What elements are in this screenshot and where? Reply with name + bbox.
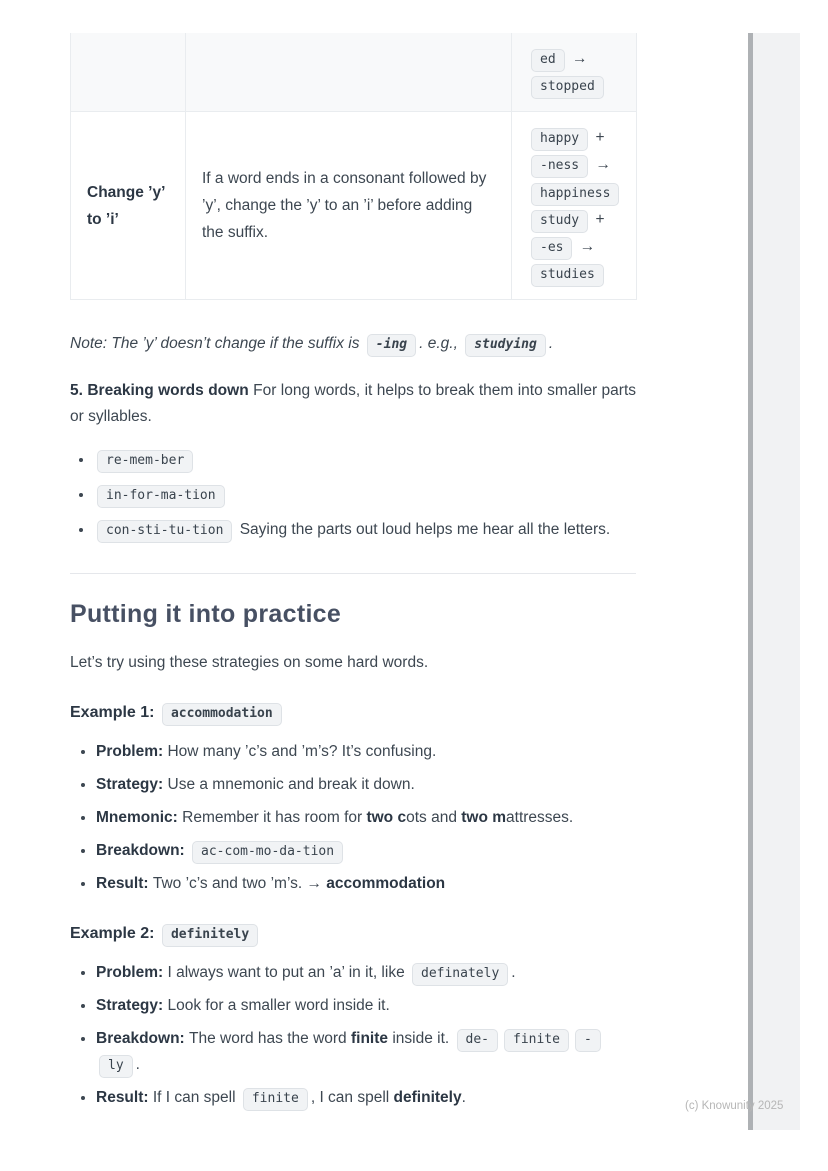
table-cell-examples: happy + -ness → happiness study + -es → studies	[512, 112, 637, 300]
code-chip: -ness	[531, 155, 588, 178]
example-1-heading	[70, 700, 636, 726]
footer-credit: (c) Knowunity 2025	[685, 1100, 784, 1112]
list-item	[94, 447, 636, 473]
bold-text: definitely	[393, 1089, 462, 1106]
code-chip: study	[531, 210, 588, 233]
bold-text: Strategy:	[96, 776, 168, 793]
list-item: • Problem: How many ’c’s and ’m’s? It’s confusing.	[96, 739, 636, 765]
spelling-rules-table	[70, 33, 637, 300]
scrollbar-thumb[interactable]	[748, 33, 753, 1130]
code-chip: definitely	[162, 924, 258, 947]
table-row	[71, 33, 637, 112]
list-item: • Strategy: Look for a smaller word inside it.	[96, 993, 636, 1019]
code-chip: de-	[457, 1029, 498, 1052]
code-chip: accommodation	[162, 703, 282, 726]
list-item	[96, 838, 636, 864]
code-chip: -ing	[367, 334, 416, 357]
code-chip: ac-com-mo-da-tion	[192, 841, 343, 864]
intro-paragraph: Let’s try using these strategies on some hard words.	[70, 654, 429, 671]
list-item	[94, 482, 636, 508]
list-item: • Problem: I always want to put an ’a’ in it, like definately .	[96, 960, 636, 986]
list-item: • Mnemonic: Remember it has room for two cots and two mattresses.	[96, 805, 636, 831]
bold-text: Breakdown:	[96, 1030, 190, 1047]
section-divider	[70, 573, 636, 574]
document-content	[70, 0, 636, 1118]
code-chip: studies	[531, 264, 604, 287]
table-cell-examples: ed → stopped	[512, 33, 637, 112]
code-chip: finite	[243, 1088, 308, 1111]
bold-text: two m	[461, 809, 507, 826]
bold-text: Breakdown:	[96, 842, 190, 859]
code-chip: -	[575, 1029, 601, 1052]
bold-text: accommodation	[326, 875, 446, 892]
bold-text: Strategy:	[96, 997, 168, 1014]
table-row	[71, 112, 637, 300]
example-2-label: Example 2:	[70, 925, 155, 942]
code-chip: finite	[504, 1029, 569, 1052]
breaking-words-paragraph: 5. Breaking words down For long words, it helps to break them into smaller parts or syllables.	[70, 382, 637, 425]
syllable-list	[70, 447, 636, 543]
bold-text: Problem:	[96, 743, 168, 760]
bold-text: two c	[366, 809, 407, 826]
code-chip: -es	[531, 237, 572, 260]
list-item: • Strategy: Use a mnemonic and break it down.	[96, 772, 636, 798]
list-item: • con-sti-tu-tion Saying the parts out loud helps me hear all the letters.	[94, 517, 636, 543]
code-chip: ed	[531, 49, 565, 72]
example-2-heading	[70, 921, 636, 947]
scrollbar-track[interactable]	[753, 33, 800, 1130]
bold-text: Problem:	[96, 964, 168, 981]
code-chip: stopped	[531, 76, 604, 99]
table-cell-description: If a word ends in a consonant followed by ’y’, change the ’y’ to an ’i’ before adding the suffix.	[186, 112, 512, 300]
code-chip: happy	[531, 128, 588, 151]
table-cell-rule	[71, 33, 186, 112]
code-chip: studying	[465, 334, 546, 357]
bold-text: 5. Breaking words down	[70, 382, 249, 399]
bold-text: Result:	[96, 875, 153, 892]
code-chip: definately	[412, 963, 508, 986]
example-2-list	[70, 960, 636, 1111]
example-1-list	[70, 739, 636, 897]
table-cell-rule: Change ’y’ to ’i’	[71, 112, 186, 300]
code-chip: in-for-ma-tion	[97, 485, 225, 508]
table-cell-description	[186, 33, 512, 112]
code-chip: happiness	[531, 183, 619, 206]
bold-text: Result:	[96, 1089, 153, 1106]
code-chip: ly	[99, 1055, 133, 1078]
list-item: • Result: If I can spell finite , I can spell definitely.	[96, 1085, 636, 1111]
note-paragraph: Note: The ’y’ doesn’t change if the suffix is -ing . e.g., studying .	[70, 330, 636, 357]
bold-text: Mnemonic:	[96, 809, 183, 826]
code-chip: con-sti-tu-tion	[97, 520, 232, 543]
list-item: • Result: Two ’c’s and two ’m’s. → accommodation	[96, 871, 636, 897]
list-item: • Breakdown: The word has the word finite inside it. de- finite - ly .	[96, 1026, 636, 1078]
bold-text: finite	[351, 1030, 389, 1047]
code-chip: re-mem-ber	[97, 450, 193, 473]
section-heading: Putting it into practice	[70, 600, 342, 628]
example-1-label: Example 1:	[70, 704, 155, 721]
